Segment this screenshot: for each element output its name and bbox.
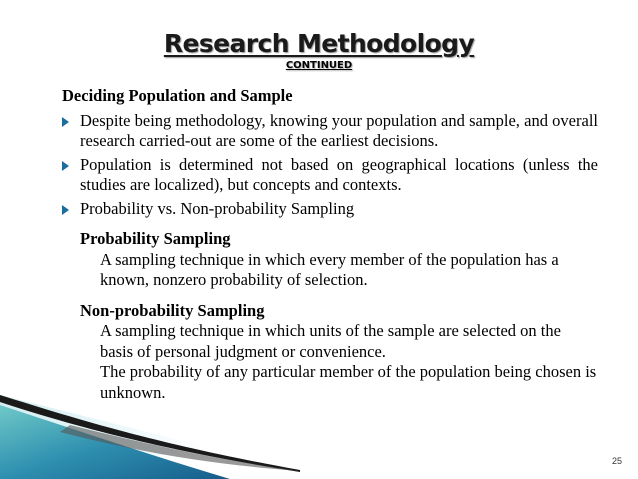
nonprobability-body-1: A sampling technique in which units of the sample are selected on the basis of personal judgment or convenience. [100, 321, 561, 361]
arrow-bullet-icon [62, 161, 69, 171]
arrow-bullet-icon [62, 205, 69, 215]
nonprobability-body-2: The probability of any particular member of the population being chosen is unknown. [100, 362, 597, 402]
probability-body: A sampling technique in which every member of the population has a known, nonzero probability of selection. [100, 249, 559, 289]
page-number: 25 [611, 456, 622, 466]
slide-title: Research Methodology [163, 29, 475, 58]
arrow-bullet-icon [62, 117, 69, 127]
slide-subtitle: CONTINUED [285, 60, 353, 71]
bullet-item [62, 199, 598, 220]
bullet-item [62, 111, 598, 152]
bullet-item [62, 155, 598, 196]
bullet-text: Probability vs. Non-probability Sampling [80, 198, 355, 218]
nonprobability-sampling-block [62, 301, 598, 404]
section-heading: Deciding Population and Sample [62, 86, 293, 105]
bullet-text: Population is determined not based on geographical locations (unless the studies are localized), but concepts and contexts. [80, 154, 598, 194]
probability-sampling-block [62, 229, 598, 291]
nonprobability-heading: Non-probability Sampling [80, 300, 265, 320]
bullet-text: Despite being methodology, knowing your population and sample, and overall research carried-out are some of the earliest decisions. [80, 110, 598, 150]
slide-content [62, 86, 598, 403]
probability-heading: Probability Sampling [80, 229, 231, 248]
